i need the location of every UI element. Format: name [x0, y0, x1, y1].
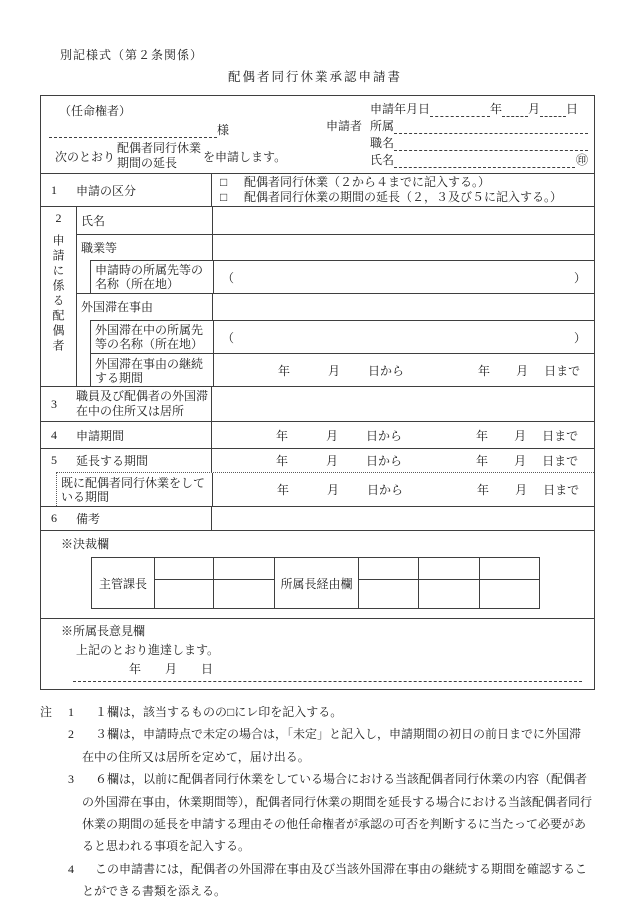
- month-label: 月: [515, 483, 528, 497]
- row6-number: 6: [51, 511, 57, 525]
- reason-period-input-cell[interactable]: [213, 354, 594, 387]
- notes-heading: 注: [40, 705, 53, 719]
- approval-head-chief: 主管課長: [92, 558, 155, 609]
- spouse-occupation-label: 職業等: [81, 240, 118, 255]
- affiliation-line: [326, 117, 588, 134]
- row2-side-label: 申請に係る配偶者: [51, 234, 65, 354]
- spouse-occupation-row: [77, 234, 594, 260]
- day-to-label: 日まで: [544, 364, 581, 378]
- row-existing-leave-period: [56, 472, 594, 506]
- note-number: 3: [68, 772, 74, 787]
- reason-period-row: [90, 353, 594, 387]
- affiliation-input[interactable]: [394, 121, 588, 134]
- approval-stamp-cell[interactable]: [214, 558, 275, 580]
- approval-head-via: 所属長経由欄: [275, 558, 359, 609]
- row5-number: 5: [51, 453, 57, 467]
- month-label: 月: [516, 364, 529, 378]
- date-year-input[interactable]: [430, 104, 490, 117]
- month-label: 月: [514, 428, 527, 443]
- note-text: １欄は，該当するものの□にレ印を記入する。: [95, 705, 343, 719]
- notes-section: [40, 701, 592, 903]
- date-range: [212, 427, 594, 444]
- month-label: 月: [514, 454, 527, 468]
- approval-section-label: ※決裁欄: [61, 537, 110, 551]
- row6-input-cell[interactable]: [211, 507, 594, 530]
- row4-number: 4: [51, 427, 57, 442]
- row3-number: 3: [51, 396, 57, 411]
- spouse-name-input-cell[interactable]: [212, 207, 594, 234]
- intro-prefix: 次のとおり: [55, 149, 116, 164]
- checkbox-leave[interactable]: □: [220, 175, 228, 189]
- approval-stamp-cell[interactable]: [214, 580, 275, 609]
- date-range: [214, 362, 594, 379]
- form-header: [41, 96, 594, 173]
- name-label: 氏名: [370, 153, 395, 167]
- opinion-date-line: 年 月 日: [129, 662, 214, 676]
- paren-open: （: [222, 330, 235, 345]
- row4-input-cell[interactable]: [211, 422, 594, 448]
- month-label: 月: [327, 483, 340, 497]
- day-from-label: 日から: [366, 428, 403, 443]
- org-at-application-label: 申請時の所属先等の名称（所在地）: [95, 263, 204, 291]
- opinion-statement: 上記のとおり進達します。: [76, 643, 220, 657]
- addressee-block: [41, 96, 326, 173]
- date-range: [213, 481, 594, 498]
- row3-label: 職員及び配偶者の外国滞在中の住所又は居所: [76, 389, 209, 418]
- approval-stamp-cell[interactable]: [155, 580, 214, 609]
- job-title-input[interactable]: [394, 138, 588, 151]
- paren-close: ）: [573, 270, 586, 285]
- row-application-category: [41, 173, 594, 206]
- year-label: 年: [476, 454, 489, 468]
- row5b-label: 既に配偶者同行休業をしている期間: [61, 475, 206, 504]
- approval-stamp-cell[interactable]: [419, 558, 480, 580]
- year-label: 年: [276, 428, 289, 443]
- name-input[interactable]: [394, 155, 575, 168]
- job-title-label: 職名: [370, 136, 395, 150]
- note-text: ３欄は，申請時点で未定の場合は，「未定」と記入し，申請期間の初日の前日までに外国滞在中の住所又は居所を定めて，届け出る。: [82, 727, 582, 764]
- approval-stamp-cell[interactable]: [155, 558, 214, 580]
- checkbox-extension[interactable]: □: [220, 190, 228, 204]
- row2-content: [76, 207, 594, 386]
- date-month-input[interactable]: [502, 104, 528, 117]
- intro-suffix: を申請します。: [203, 149, 287, 164]
- row-spouse-info: [41, 206, 594, 386]
- row2-side-cell: [41, 207, 76, 386]
- spouse-occupation-input-cell[interactable]: [212, 235, 594, 260]
- row6-label: 備考: [76, 512, 101, 526]
- row5-input-cell[interactable]: [211, 449, 594, 472]
- applicant-block: [326, 96, 594, 173]
- intro-options: [117, 141, 201, 171]
- appointer-label: （任命権者）: [59, 104, 132, 118]
- note-item: [68, 723, 592, 768]
- org-abroad-row: [90, 320, 594, 353]
- day-to-label: 日まで: [543, 483, 580, 497]
- row5b-input-cell[interactable]: [212, 473, 594, 506]
- opinion-section-label: ※所属長意見欄: [61, 624, 146, 638]
- abroad-reason-input-cell[interactable]: [212, 294, 594, 320]
- day-to-label: 日まで: [542, 428, 579, 443]
- job-title-line: [326, 134, 588, 151]
- note-item: [68, 768, 592, 858]
- month-label: 月: [528, 102, 541, 116]
- form-style-note: 別記様式（第２条関係）: [60, 48, 204, 62]
- org-at-application-row: [90, 260, 594, 293]
- paren-close: ）: [573, 330, 586, 345]
- note-number: 4: [68, 861, 74, 876]
- month-label: 月: [326, 454, 339, 468]
- org-abroad-input-cell[interactable]: [213, 321, 594, 353]
- row1-value-cell: [211, 174, 594, 206]
- notes-list: [68, 701, 592, 903]
- approval-stamp-cell[interactable]: [359, 558, 419, 580]
- row3-input-cell[interactable]: [211, 387, 594, 421]
- name-line: [326, 151, 588, 168]
- row-extension-period: [41, 448, 594, 472]
- row-address-abroad: [41, 386, 594, 421]
- day-to-label: 日まで: [542, 454, 579, 468]
- month-label: 月: [328, 364, 341, 378]
- paren-open: （: [222, 270, 235, 285]
- note-text: ６欄は，以前に配偶者同行休業をしている場合における当該配偶者同行休業の内容（配偶者の外国滞在事由，休業期間等），配偶者同行休業の期間を延長する場合における当該配偶者同行休業の期間の延長を申請する理由その他任命権者が承認の可否を判断するに当たって必要があると思われる事項を記入する。: [82, 772, 593, 854]
- approval-table: [91, 557, 540, 609]
- row2-number: 2: [55, 211, 62, 225]
- spouse-name-label: 氏名: [81, 213, 106, 228]
- applicant-label: 申請者: [326, 119, 363, 133]
- option-leave-text: 配偶者同行休業（２から４までに記入する。）: [244, 175, 491, 189]
- approval-stamp-cell[interactable]: [480, 580, 540, 609]
- intro-option-extension: 期間の延長: [117, 156, 178, 170]
- application-date-line: [326, 100, 588, 117]
- addressee-line: [49, 121, 326, 138]
- row5-label: 延長する期間: [76, 454, 149, 468]
- row4-label-cell: [41, 422, 211, 448]
- note-text: この申請書には，配偶者の外国滞在事由及び当該外国滞在事由の継続する期間を確認することができる書類を添える。: [82, 861, 588, 899]
- addressee-suffix: 様: [217, 123, 230, 137]
- abroad-reason-row: [77, 293, 594, 320]
- row1-label-cell: [41, 174, 211, 206]
- approval-section: [41, 530, 594, 618]
- option-extension-text: 配偶者同行休業の期間の延長（２，３及び５に記入する。）: [244, 190, 563, 204]
- opinion-signature-line[interactable]: [73, 681, 582, 682]
- note-item: [68, 701, 592, 723]
- opinion-section: [41, 618, 594, 689]
- spouse-name-row: [77, 207, 594, 234]
- org-at-application-input-cell[interactable]: [213, 261, 594, 293]
- note-number: 1: [68, 705, 74, 719]
- note-number: 2: [68, 727, 74, 742]
- row4-label: 申請期間: [76, 428, 125, 443]
- day-from-label: 日から: [366, 454, 403, 468]
- year-label: 年: [478, 364, 491, 378]
- row1-number: 1: [51, 182, 57, 197]
- approval-stamp-cell[interactable]: [419, 580, 480, 609]
- day-from-label: 日から: [368, 364, 405, 378]
- year-label: 年: [490, 102, 503, 116]
- row-application-period: [41, 421, 594, 448]
- date-day-input[interactable]: [540, 104, 566, 117]
- day-label: 日: [566, 102, 579, 116]
- row-remarks: [41, 506, 594, 530]
- year-label: 年: [278, 364, 291, 378]
- year-label: 年: [276, 454, 289, 468]
- application-form-box: [40, 95, 595, 690]
- row3-label-cell: [41, 387, 211, 421]
- seal-mark: ㊞: [575, 153, 588, 167]
- application-date-label: 申請年月日: [370, 102, 431, 116]
- row6-label-cell: [41, 507, 211, 530]
- month-label: 月: [326, 428, 339, 443]
- year-label: 年: [476, 428, 489, 443]
- day-from-label: 日から: [367, 483, 404, 497]
- affiliation-label: 所属: [370, 119, 395, 133]
- intro-sentence: [55, 141, 326, 171]
- org-abroad-label: 外国滞在中の所属先等の名称（所在地）: [95, 323, 204, 351]
- year-label: 年: [477, 483, 490, 497]
- reason-period-label: 外国滞在事由の継続する期間: [95, 356, 204, 385]
- page-title: 配偶者同行休業承認申請書: [227, 70, 402, 84]
- option-extension-line: [220, 190, 594, 205]
- approval-stamp-cell[interactable]: [480, 558, 540, 580]
- date-range: [212, 452, 594, 469]
- option-leave-line: [220, 175, 594, 190]
- abroad-reason-label: 外国滞在事由: [81, 300, 154, 314]
- addressee-input-line[interactable]: [49, 125, 217, 138]
- intro-option-leave: 配偶者同行休業: [117, 141, 202, 155]
- row1-label: 申請の区分: [76, 183, 137, 198]
- approval-stamp-cell[interactable]: [359, 580, 419, 609]
- year-label: 年: [277, 483, 290, 497]
- row5-label-cell: [41, 449, 211, 472]
- note-item: [68, 858, 592, 903]
